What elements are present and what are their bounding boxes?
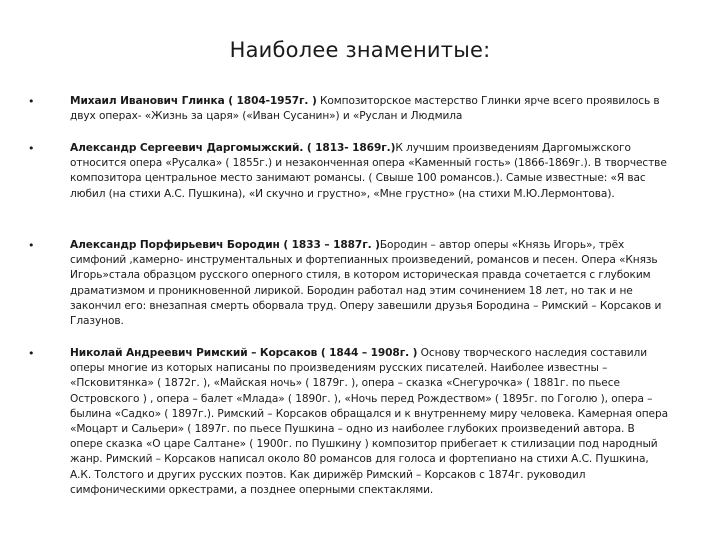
item-text <box>70 94 668 124</box>
composer-description: Композиторское мастерство Глинки ярче всего проявилось в двух операх- «Жизнь за царя» («Иван Сусанин») и «Руслан и Людмила <box>70 95 660 123</box>
item-text <box>70 346 668 498</box>
composer-name: Михаил Иванович Глинка ( 1804-1957г. ) <box>70 95 317 107</box>
bullet-icon: • <box>28 95 35 108</box>
item-text <box>70 141 668 202</box>
item-text <box>70 238 668 329</box>
composer-name: Александр Порфирьевич Бородин ( 1833 – 1887г. ) <box>70 239 380 251</box>
composer-description: Основу творческого наследия составили оперы многие из которых написаны по произведениям русских писателей. Наиболее известны – «Псковитянка» ( 1872г. ), «Майская ночь» ( 1879г. ), опера – сказка «Снегурочка» ( 1881г. по пьесе Островского ) , опера – балет «Млада» ( 1890г. ), «Ночь перед Рождеством» ( 1895г. по Гоголю ), опера – былина «Садко» ( 1897г.). Римский – Корсаков обращался и к внутреннему миру человека. Камерная опера «Моцарт и Сальери» ( 1897г. по пьесе Пушкина – одно из наиболее глубоких произведений автора. В опере сказка «О царе Салтане» ( 1900г. по Пушкину ) композитор прибегает к стилизации под народный жанр. Римский – Корсаков написал около 80 романсов для голоса и фортепиано на стихи А.С. Пушкина, А.К. Толстого и других русских поэтов. Как дирижёр Римский – Корсаков с 1874г. руководил симфоническими оркестрами, а позднее оперными спектаклями. <box>70 347 668 496</box>
bullet-icon: • <box>28 239 35 252</box>
slide-title: Наиболее знаменитые: <box>229 38 491 62</box>
composer-name: Николай Андреевич Римский – Корсаков ( 1844 – 1908г. ) <box>70 347 418 359</box>
composer-name: Александр Сергеевич Даргомыжский. ( 1813- 1869г.) <box>70 142 396 154</box>
composer-description: К лучшим произведениям Даргомыжского относится опера «Русалка» ( 1855г.) и незаконченная опера «Каменный гость» (1866-1869г.). В творчестве композитора центральное место занимают романсы. ( Свыше 100 романсов.). Самые известные: «Я вас любил (на стихи А.С. Пушкина), «И скучно и грустно», «Мне грустно» (на стихи М.Ю.Лермонтова). <box>70 142 667 200</box>
bullet-icon: • <box>28 347 35 360</box>
composer-description: Бородин – автор оперы «Князь Игорь», трёх симфоний ,камерно- инструментальных и фортепианных произведений, романсов и песен. Опера «Князь Игорь»стала образцом русского оперного стиля, в котором историческая правда сочетается с глубоким драматизмом и проникновенной лирикой. Бородин работал над этим сочинением 18 лет, но так и не закончил его: внезапная смерть оборвала труд. Оперу завешили друзья Бородина – Римский – Корсаков и Глазунов. <box>70 239 662 328</box>
bullet-icon: • <box>28 142 35 155</box>
